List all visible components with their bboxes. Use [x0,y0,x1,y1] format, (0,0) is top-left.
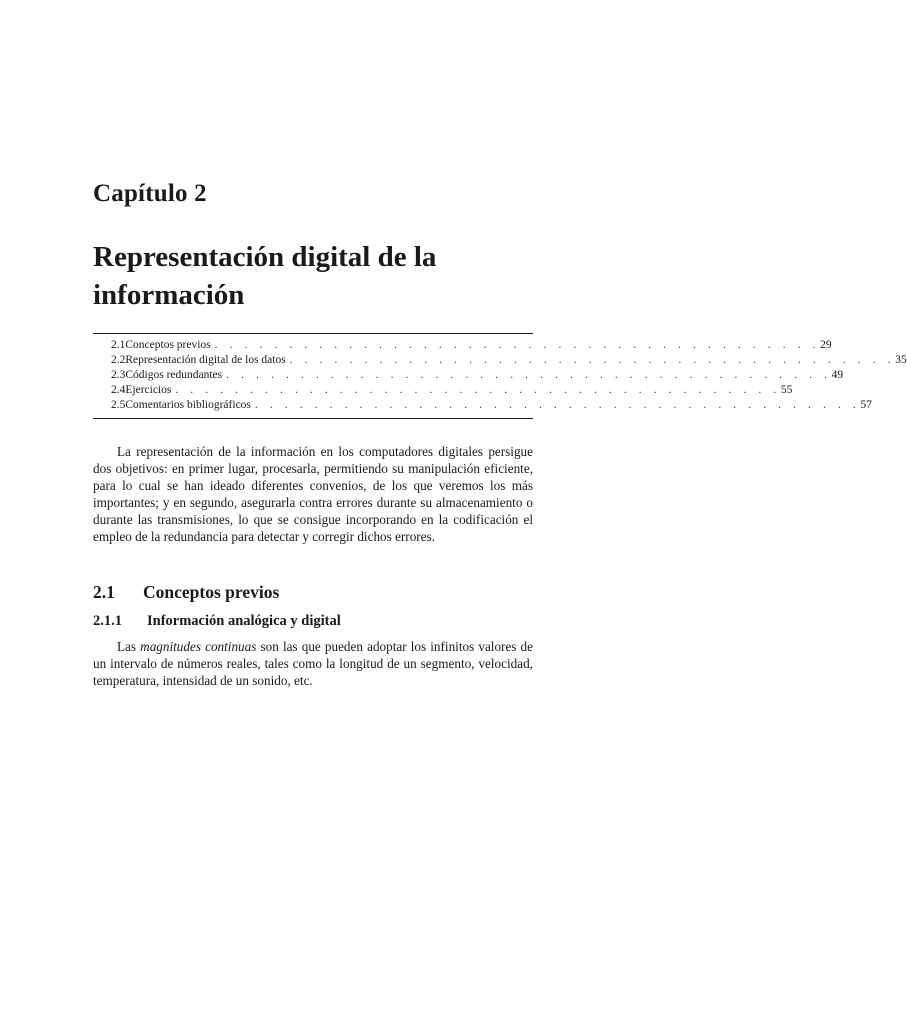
toc-leader-dots: . . . . . . . . . . . . . . . . . . . . . . . . . . . . . . . . . . . . . . . . . [175,384,781,396]
toc-entry-title: Comentarios bibliográficos [125,399,251,411]
toc-entry-title: Códigos redundantes [125,369,223,381]
toc-entry-title: Conceptos previos [125,339,211,351]
subsection-number: 2.1.1 [93,613,122,629]
toc-entry[interactable] [93,353,907,368]
paragraph-text-start: Las [117,639,141,654]
toc-entry[interactable] [93,338,832,353]
section-title: Conceptos previos [143,582,280,602]
toc-entry-title: Ejercicios [125,384,172,396]
chapter-label: Capítulo 2 [93,180,207,207]
toc-entry-page: 49 [831,369,844,381]
toc-entry[interactable] [93,398,872,413]
toc-entry-page: 57 [860,399,872,411]
body-paragraph [93,638,533,689]
toc-entry-title: Representación digital de los datos [125,354,286,366]
toc-entry-number: 2.4 [111,384,126,396]
toc-entry-number: 2.3 [111,369,126,381]
toc-entry-number: 2.1 [111,339,126,351]
intro-paragraph: La representación de la información en los computadores digitales persigue dos objetivos: en primer lugar, procesarla, permitiendo su manipulación eficiente, para lo cual se han ideado diferentes convenios, de los que veremos los más importantes; y en segundo, asegurarla contra errores durante su almacenamiento o durante las transmisiones, lo que se consigue incorporando en la codificación el empleo de la redundancia para detectar y corregir dichos errores. [93,444,533,544]
toc-entry[interactable] [93,368,844,383]
toc-leader-dots: . . . . . . . . . . . . . . . . . . . . . . . . . . . . . . . . . . . . . . . . . [226,369,832,381]
chapter-toc [93,333,907,419]
toc-entry-page: 29 [820,339,832,351]
toc-leader-dots: . . . . . . . . . . . . . . . . . . . . . . . . . . . . . . . . . . . . . . . . . [289,354,896,366]
toc-leader-dots: . . . . . . . . . . . . . . . . . . . . . . . . . . . . . . . . . . . . . . . . . [214,339,821,351]
subsection-title: Información analógica y digital [147,613,341,629]
toc-entry[interactable] [93,383,793,398]
toc-entry-page: 35 [895,354,907,366]
section-number: 2.1 [93,582,115,602]
toc-entry-number: 2.2 [111,354,126,366]
toc-entry-number: 2.5 [111,399,126,411]
paragraph-text-end: son las que pueden adoptar los infinitos valores de un intervalo de números reales, tales como la longitud de un segmento, velocidad, temperatura, intensidad de un sonido, etc. [93,639,534,688]
toc-leader-dots: . . . . . . . . . . . . . . . . . . . . . . . . . . . . . . . . . . . . . . . . . [254,399,861,411]
toc-entry-page: 55 [780,384,793,396]
subsection-heading [93,613,341,630]
section-heading [93,582,279,603]
chapter-title: Representación digital de la información [93,241,437,311]
emphasized-term: magnitudes continuas [140,639,257,654]
